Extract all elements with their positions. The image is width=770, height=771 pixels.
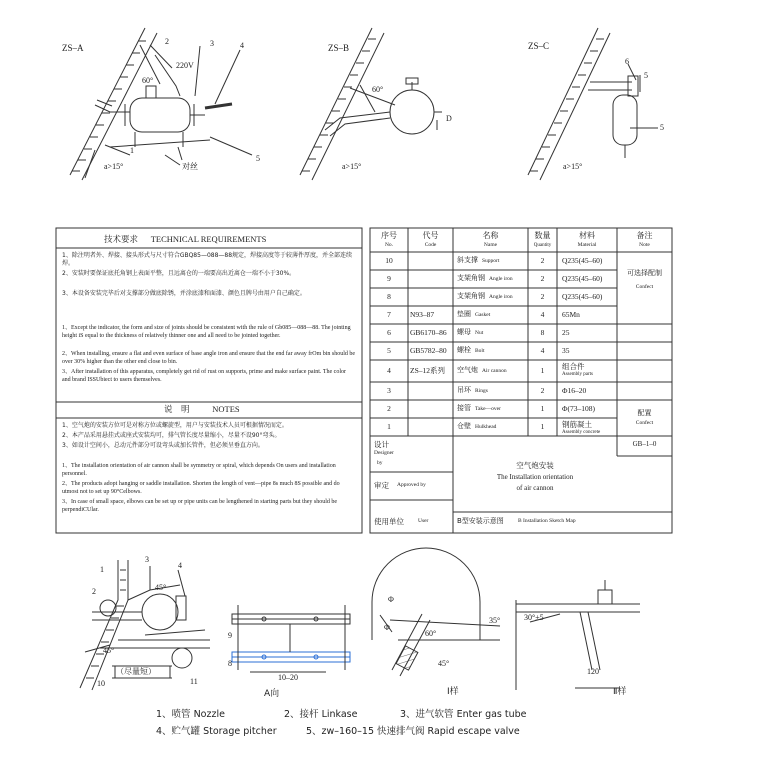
zs-a-num-1: 1: [130, 146, 134, 155]
tb-design: 设计: [374, 440, 389, 449]
bom-cell-name: [457, 329, 528, 337]
a-view: [232, 605, 350, 672]
notes-title-cn: 说 明: [164, 405, 190, 415]
legend-storage: 4、贮气罐 Storage pitcher: [156, 726, 277, 737]
zs-b-angle: 60°: [372, 85, 384, 94]
bom-cell-code: GB5782–80: [410, 346, 447, 355]
notes-title-en: NOTES: [212, 404, 240, 414]
bom-name-cn: 支架角钢: [457, 292, 485, 300]
zs-b-cannon: [325, 78, 442, 136]
notes-en-1: 1、The installation orientation of air cannon shall be symmetry or spiral, which depends On users and installation personnel.: [62, 463, 336, 477]
bom-cell-no: 8: [387, 292, 391, 301]
b-angle-30: 30°±5: [524, 613, 544, 622]
b-angle-45b: 45°: [103, 646, 115, 655]
tb-user: 使用单位: [374, 517, 404, 526]
b-phi-1: Φ: [388, 595, 394, 604]
bom-h-no: 序号: [381, 231, 397, 240]
tech-title-en: TECHNICAL REQUIREMENTS: [150, 234, 267, 244]
legend-nozzle: 1、喷管 Nozzle: [156, 709, 225, 720]
tb-design-en2: by: [377, 460, 383, 466]
zs-b-d: D: [446, 114, 452, 123]
bom-note-config: 配置: [637, 409, 652, 417]
tb-title-cn: 空气炮安装: [516, 461, 554, 470]
bom-name-cn: 螺栓: [457, 346, 471, 354]
bom-cell-name: [457, 293, 528, 301]
tb-sketch-en: B Installation Sketch Map: [518, 518, 576, 524]
notes-title: [164, 405, 240, 415]
bom-cell-material: 组合件: [562, 362, 585, 371]
bom-cell-name: [457, 367, 528, 375]
bom-cell-name: [457, 257, 528, 265]
bom-cell-no: 10: [385, 256, 393, 265]
bom-h-code: 代号: [422, 231, 439, 240]
bom-h-note: 备注: [636, 231, 653, 240]
ii-view: [516, 580, 640, 690]
bom-cell-code: ZS–12系列: [410, 366, 446, 375]
bom-name-en: Hulkhead: [475, 424, 497, 430]
zs-a-label: ZS–A: [62, 43, 84, 53]
tb-design-en1: Designer: [374, 450, 394, 456]
bom-name-en: Gasket: [475, 312, 491, 318]
bom-cell-material: Φ16–20: [562, 386, 587, 395]
b-num-3: 3: [145, 555, 149, 564]
bom-cell-material: 65Mn: [562, 310, 580, 319]
bom-name-en: Support: [482, 258, 500, 264]
b-phi-2: Φ: [384, 623, 390, 632]
b-angle-35: 35°: [489, 616, 501, 625]
bom-name-en: Nut: [475, 330, 484, 336]
bom-name-cn: 斜支撑: [457, 256, 478, 264]
b-angle-60: 60°: [425, 629, 437, 638]
tech-title-cn: 技术要求: [104, 235, 139, 245]
bom-name-en: Air cannon: [482, 368, 507, 374]
b-num-1: 1: [100, 565, 104, 574]
bom-name-en: Angle iron: [489, 294, 513, 300]
zs-c-num-6: 6: [625, 57, 629, 66]
bom-cell-qty: 4: [540, 310, 545, 319]
zs-a-num-3: 3: [210, 39, 214, 48]
zs-b-incline: a>15°: [342, 162, 362, 171]
bom-cell-qty: 1: [540, 404, 545, 413]
notes-en-3: 3、In case of small space, elbows can be set up or pipe units can be lengthened in starting parts but they should be perpendiCUlar.: [62, 499, 338, 513]
bom-cell-material-en: Assembly parts: [562, 372, 593, 377]
bom-h-note-en: Note: [639, 242, 650, 248]
bom-h-name: 名称: [482, 231, 499, 240]
b-a-view: A向: [264, 689, 280, 699]
tech-en-1: 1、Except the indicator, the form and size of joints should be consistent with the rule of Gb085—088—88. The jointing height iS equal to the thickness of relatively thinner one and all need to be jointed together.: [62, 325, 351, 339]
bom-cell-name: [457, 387, 528, 395]
notes-cn-3: 3、如设计空间小，总动元件部分可设弯头或加长管件，但必须呈垂直方向。: [62, 442, 264, 449]
bom-cell-material: 钢筋凝土: [562, 420, 592, 429]
tech-cn-3: 3、本设备安装完毕后对支撑部分做底除锈，并涂底漆和面漆、颜色且牌号由用户自己确定。: [62, 290, 306, 297]
bom-cell-material: Φ(73–108): [562, 404, 595, 413]
zs-a-duisi: 对丝: [182, 162, 198, 171]
tb-approve: 审定: [374, 481, 389, 490]
tb-approve-en: Approved by: [397, 482, 426, 488]
bom-cell-name: [457, 275, 528, 283]
b-num-8: 8: [228, 659, 232, 668]
bom-cell-code: N93–87: [410, 310, 435, 319]
bom-cell-name: [457, 311, 528, 319]
bom-cell-qty: 2: [540, 292, 545, 301]
zs-a-num-2: 2: [165, 37, 169, 46]
b-num-9: 9: [228, 631, 232, 640]
legend-gas-tube: 3、进气软管 Enter gas tube: [400, 709, 527, 720]
tech-cn-1: 1、除注明者外、焊接、接头形式与尺寸符合GBQ85—088—88规定，焊接高度等于较薄件厚度，并全部连续焊。: [62, 252, 353, 267]
tb-title-en2: of air cannon: [516, 484, 554, 492]
bom-name-en: Rings: [475, 388, 488, 394]
bom-cell-no: 3: [387, 386, 391, 395]
bom-cell-name: [457, 347, 528, 355]
b-dim-120: 120: [587, 667, 599, 676]
bom-note-config-en: Confect: [635, 420, 654, 426]
tech-cn-2: 2、安装时要保证底托角钢上表面平整，且远离仓的一端要高出近离仓一端不小于30%。: [62, 270, 296, 277]
bom-cell-material: 35: [562, 346, 570, 355]
b-i-view: Ⅰ样: [447, 687, 459, 697]
zs-b-label: ZS–B: [328, 43, 350, 53]
bom-cell-qty: 2: [540, 256, 545, 265]
notes-cn-2: 2、本产品采用悬挂式或座式安装均可，排气管长度尽量缩小，尽量不设90°弯头。: [62, 432, 281, 439]
zs-a-num-4: 4: [240, 41, 244, 50]
i-view: [372, 548, 500, 676]
bom-h-no-en: No.: [384, 242, 394, 248]
bom-cell-material-en: Assembly concrete: [562, 430, 601, 435]
b-num-4: 4: [178, 561, 182, 570]
bom-name-en: Take—over: [475, 406, 501, 412]
b-angle-45a: 45°: [155, 583, 167, 592]
bom-cell-no: 9: [387, 274, 391, 283]
tb-sketch-cn: B型安装示意图: [457, 517, 504, 525]
bom-cell-code: GB6170–86: [410, 328, 447, 337]
bom-name-en: Angle iron: [489, 276, 513, 282]
b-num-11: 11: [190, 677, 198, 686]
bom-cell-no: 4: [387, 366, 391, 375]
bom-cell-qty: 2: [540, 274, 545, 283]
bom-h-qty-en: Quantity: [533, 243, 552, 248]
bom-cell-name: [457, 423, 528, 431]
bom-cell-material: Q235(45–60): [562, 256, 603, 265]
bom-cell-no: 5: [387, 346, 391, 355]
bom-cell-no: 6: [387, 328, 391, 337]
zs-a-cannon: [85, 45, 252, 178]
b-dim-10-20: 10–20: [278, 673, 298, 682]
bom-cell-no: 2: [387, 404, 391, 413]
bom-cell-qty: 8: [540, 328, 545, 337]
b-ii-view: Ⅱ样: [613, 687, 627, 697]
b-chuan: （尽量短）: [116, 667, 156, 676]
bom-cell-name: [457, 405, 528, 413]
b-num-10: 10: [97, 679, 105, 688]
zs-c-incline: a>15°: [563, 162, 583, 171]
bom-name-cn: 螺母: [457, 328, 471, 336]
bom-note-select: 可选择配制: [627, 269, 662, 277]
legend-linkase: 2、接杆 Linkase: [284, 709, 358, 720]
bom-cell-material: Q235(45–60): [562, 274, 603, 283]
zs-a-voltage: 220V: [176, 61, 194, 70]
bom-cell-qty: 4: [540, 346, 545, 355]
zs-c-num-5b: 5: [660, 123, 664, 132]
zs-a-incline: a>15°: [104, 162, 124, 171]
bom-cell-material: Q235(45–60): [562, 292, 603, 301]
b-angle-45c: 45°: [438, 659, 450, 668]
bom-name-cn: 接管: [457, 404, 471, 412]
bom-h-qty: 数量: [534, 231, 551, 240]
zs-c-num-5a: 5: [644, 71, 648, 80]
bom-name-cn: 吊环: [457, 386, 471, 394]
tech-en-2: 2、When installing, ensure a flat and even surface of base angle iron and ensure that the end far away frOm bin should be over 30% higher than the other end close to bin.: [62, 351, 356, 365]
bom-cell-no: 1: [387, 422, 391, 431]
bom-h-mat: 材料: [579, 231, 595, 240]
tech-en-3: 3、After installation of this apparatus, completely get rid of rust on supports, prime and make surface paint. The color and brand ISSUbiect to users themselves.: [62, 369, 346, 383]
bom-cell-no: 7: [387, 310, 391, 319]
tb-title-en1: The Installation orientation: [496, 473, 574, 481]
bom-name-cn: 仓壁: [457, 422, 471, 430]
zs-c-label: ZS–C: [528, 41, 550, 51]
bom-note-select-en: Confect: [635, 284, 654, 290]
b-num-2: 2: [92, 587, 96, 596]
notes-cn-1: 1、空气炮的安装方位可是对称方位或螺旋型，用户与安装技术人员可根据情况而定。: [62, 422, 288, 429]
tb-user-en: User: [418, 518, 429, 524]
bom-h-code-en: Code: [424, 242, 437, 248]
bom-cell-qty: 2: [540, 386, 545, 395]
tb-drawing-no: GB–1–0: [632, 440, 657, 448]
bom-h-name-en: Name: [483, 242, 498, 248]
bom-name-cn: 空气炮: [457, 366, 478, 374]
bom-h-mat-en: Material: [577, 242, 597, 248]
bom-cell-qty: 1: [540, 422, 545, 431]
zs-a-angle: 60°: [142, 76, 154, 85]
bom-name-cn: 支架角钢: [457, 274, 485, 282]
zs-a-num-5: 5: [256, 154, 260, 163]
legend-valve: 5、zw–160–15 快速排气阀 Rapid escape valve: [306, 726, 520, 737]
notes-en-2: 2、The products adopt hanging or saddle installation. Shorten the length of vent—pipe 8s much 8S possible and do utmost not to set up 90°Celbows.: [62, 481, 340, 495]
bom-cell-qty: 1: [540, 366, 545, 375]
bom-name-en: Bolt: [475, 348, 485, 354]
bom-cell-material: 25: [562, 328, 570, 337]
bom-name-cn: 垫圈: [457, 310, 471, 318]
tech-title: [104, 235, 266, 245]
